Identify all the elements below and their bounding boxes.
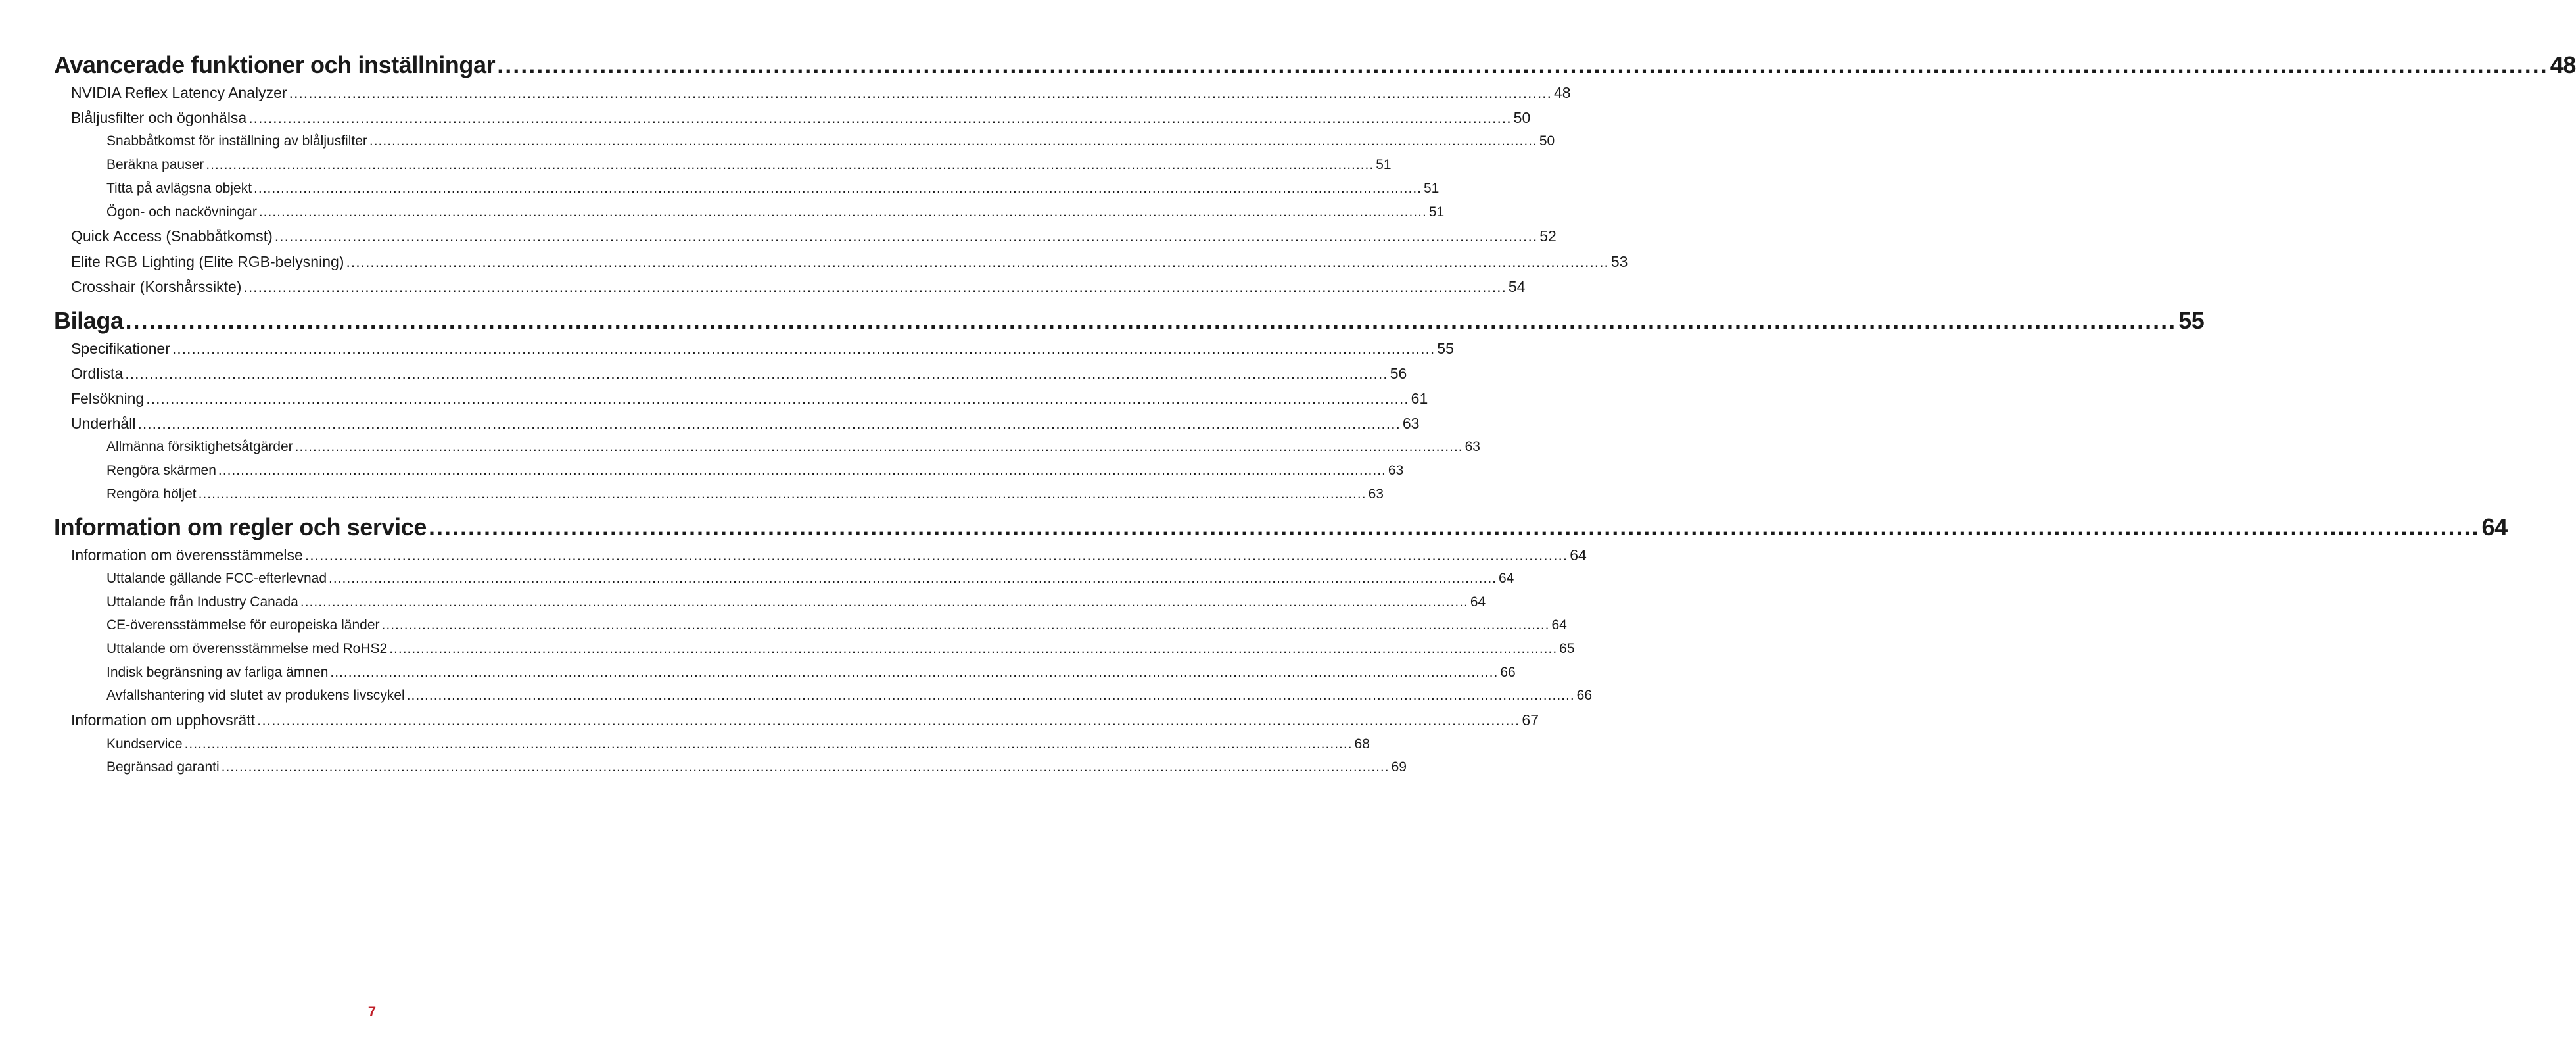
toc-entry-label: Avancerade funktioner och inställningar — [54, 51, 496, 78]
toc-entry[interactable] — [71, 339, 1454, 358]
toc-entry-page: 51 — [1424, 181, 1440, 196]
toc-entry-page: 61 — [1411, 390, 1428, 407]
toc-entry[interactable] — [106, 438, 1480, 456]
toc-entry[interactable] — [71, 414, 1420, 433]
toc-entry[interactable] — [106, 203, 1445, 222]
dot-leader: .................................................................................................................................................................................................................................................................... — [274, 227, 1538, 245]
toc-entry[interactable] — [71, 108, 1531, 128]
dot-leader: .................................................................................................................................................................................................................................................................... — [406, 688, 1575, 703]
toc-entry-page: 66 — [1500, 665, 1516, 680]
toc-entry[interactable] — [106, 640, 1575, 658]
toc-entry-label: Uttalande gällande FCC-efterlevnad — [106, 571, 327, 586]
toc-entry-label: Ögon- och nackövningar — [106, 204, 257, 220]
toc-entry-page: 68 — [1354, 736, 1370, 752]
dot-leader: .................................................................................................................................................................................................................................................................... — [428, 514, 2480, 540]
toc-entry-page: 64 — [2481, 514, 2508, 540]
dot-leader: .................................................................................................................................................................................................................................................................... — [289, 84, 1552, 101]
toc-entry[interactable] — [106, 485, 1384, 504]
toc-entry-label: Kundservice — [106, 736, 183, 752]
toc-entry[interactable] — [71, 389, 1428, 408]
toc-entry-page: 65 — [1559, 641, 1575, 656]
toc-entry[interactable] — [106, 156, 1392, 174]
toc-entry-page: 66 — [1576, 688, 1593, 703]
toc-entry[interactable] — [71, 364, 1407, 383]
toc-entry-label: Blåljusfilter och ögonhälsa — [71, 109, 247, 126]
dot-leader: .................................................................................................................................................................................................................................................................... — [198, 487, 1367, 502]
dot-leader: .................................................................................................................................................................................................................................................................... — [330, 665, 1499, 680]
toc-entry-page: 69 — [1391, 759, 1407, 775]
toc-entry-label: Crosshair (Korshårssikte) — [71, 278, 242, 295]
toc-entry[interactable] — [106, 462, 1404, 480]
toc-entry-page: 54 — [1508, 278, 1526, 295]
toc-entry-page: 48 — [1554, 84, 1571, 101]
toc-entry-page: 50 — [1513, 109, 1531, 126]
dot-leader: .................................................................................................................................................................................................................................................................... — [184, 736, 1353, 752]
dot-leader: .................................................................................................................................................................................................................................................................... — [294, 439, 1463, 454]
toc-entry-label: Information om överensstämmelse — [71, 546, 303, 563]
toc-entry-label: NVIDIA Reflex Latency Analyzer — [71, 84, 287, 101]
toc-entry-label: Uttalande om överensstämmelse med RoHS2 — [106, 641, 388, 656]
toc-entry[interactable] — [106, 686, 1593, 705]
toc-entry-label: Beräkna pauser — [106, 157, 204, 172]
toc-entry-page: 55 — [2178, 307, 2205, 334]
toc-entry-label: Quick Access (Snabbåtkomst) — [71, 227, 273, 245]
toc-entry-label: CE-överensstämmelse för europeiska länder — [106, 617, 380, 633]
toc-entry-page: 64 — [1551, 617, 1567, 633]
toc-entry-page: 51 — [1428, 204, 1445, 220]
dot-leader: .................................................................................................................................................................................................................................................................... — [389, 641, 1558, 656]
toc-entry[interactable] — [106, 735, 1370, 753]
toc-entry-label: Avfallshantering vid slutet av produkens livscykel — [106, 688, 405, 703]
toc-entry[interactable] — [54, 306, 2205, 336]
dot-leader: .................................................................................................................................................................................................................................................................... — [146, 390, 1409, 407]
dot-leader: .................................................................................................................................................................................................................................................................... — [137, 415, 1401, 432]
toc-entry-page: 63 — [1388, 463, 1404, 478]
dot-leader: .................................................................................................................................................................................................................................................................... — [172, 340, 1436, 357]
toc-entry[interactable] — [71, 710, 1539, 730]
toc-entry[interactable] — [106, 179, 1440, 198]
dot-leader: .................................................................................................................................................................................................................................................................... — [304, 546, 1568, 563]
toc-entry-page: 52 — [1539, 227, 1557, 245]
toc-entry-page: 64 — [1570, 546, 1587, 563]
dot-leader: .................................................................................................................................................................................................................................................................... — [206, 157, 1374, 172]
toc-entry-page: 63 — [1402, 415, 1420, 432]
toc-entry-label: Begränsad garanti — [106, 759, 220, 775]
toc-entry[interactable] — [71, 545, 1587, 565]
toc-entry[interactable] — [106, 132, 1555, 151]
toc-entry[interactable] — [71, 226, 1557, 246]
toc-entry[interactable] — [106, 616, 1567, 634]
toc-entry-page: 63 — [1464, 439, 1480, 454]
dot-leader: .................................................................................................................................................................................................................................................................... — [125, 365, 1388, 382]
toc-entry-label: Ordlista — [71, 365, 124, 382]
toc-entry[interactable] — [106, 758, 1407, 777]
toc-entry[interactable] — [71, 252, 1628, 272]
toc-entry-label: Rengöra skärmen — [106, 463, 216, 478]
toc-entry-label: Indisk begränsning av farliga ämnen — [106, 665, 329, 680]
toc-entry-page: 56 — [1390, 365, 1407, 382]
toc-entry-page: 63 — [1368, 487, 1384, 502]
toc-entry-page: 53 — [1610, 253, 1628, 270]
toc-entry-label: Rengöra höljet — [106, 487, 197, 502]
dot-leader: .................................................................................................................................................................................................................................................................... — [346, 253, 1609, 270]
toc-entry[interactable] — [106, 569, 1514, 588]
toc-entry-label: Information om upphovsrätt — [71, 711, 255, 729]
toc-entry-page: 50 — [1539, 133, 1555, 149]
toc-entry-page: 51 — [1376, 157, 1392, 172]
toc-entry-page: 48 — [2550, 51, 2576, 78]
toc-entry[interactable] — [54, 50, 2576, 80]
dot-leader: .................................................................................................................................................................................................................................................................... — [221, 759, 1390, 775]
dot-leader: .................................................................................................................................................................................................................................................................... — [243, 278, 1507, 295]
toc-entry[interactable] — [71, 277, 1526, 297]
dot-leader: .................................................................................................................................................................................................................................................................... — [258, 204, 1427, 220]
toc-entry[interactable] — [54, 512, 2508, 542]
dot-leader: .................................................................................................................................................................................................................................................................... — [300, 594, 1468, 610]
dot-leader: .................................................................................................................................................................................................................................................................... — [381, 617, 1550, 633]
toc-entry-page: 55 — [1437, 340, 1454, 357]
toc-entry-label: Felsökning — [71, 390, 145, 407]
toc-entry-label: Uttalande från Industry Canada — [106, 594, 298, 610]
dot-leader: .................................................................................................................................................................................................................................................................... — [254, 181, 1422, 196]
toc-entry-page: 64 — [1499, 571, 1514, 586]
dot-leader: .................................................................................................................................................................................................................................................................... — [369, 133, 1537, 149]
dot-leader: .................................................................................................................................................................................................................................................................... — [329, 571, 1497, 586]
toc-entry-label: Snabbåtkomst för inställning av blåljusfilter — [106, 133, 367, 149]
page-number: 7 — [367, 1003, 377, 1020]
dot-leader: .................................................................................................................................................................................................................................................................... — [248, 109, 1512, 126]
toc-entry-label: Titta på avlägsna objekt — [106, 181, 252, 196]
dot-leader: .................................................................................................................................................................................................................................................................... — [125, 307, 2177, 334]
toc-entry[interactable] — [71, 83, 1571, 103]
dot-leader: .................................................................................................................................................................................................................................................................... — [256, 711, 1520, 729]
toc-entry-label: Specifikationer — [71, 340, 170, 357]
toc-entry-page: 67 — [1522, 711, 1539, 729]
toc-entry[interactable] — [106, 663, 1516, 682]
toc-entry-label: Underhåll — [71, 415, 136, 432]
dot-leader: .................................................................................................................................................................................................................................................................... — [497, 51, 2548, 78]
toc-entry-label: Bilaga — [54, 307, 124, 334]
toc-entry[interactable] — [106, 593, 1486, 611]
dot-leader: .................................................................................................................................................................................................................................................................... — [218, 463, 1386, 478]
toc-entry-label: Elite RGB Lighting (Elite RGB-belysning) — [71, 253, 344, 270]
toc-entry-label: Information om regler och service — [54, 514, 427, 540]
toc-entry-page: 64 — [1470, 594, 1486, 610]
toc-entry-label: Allmänna försiktighetsåtgärder — [106, 439, 293, 454]
